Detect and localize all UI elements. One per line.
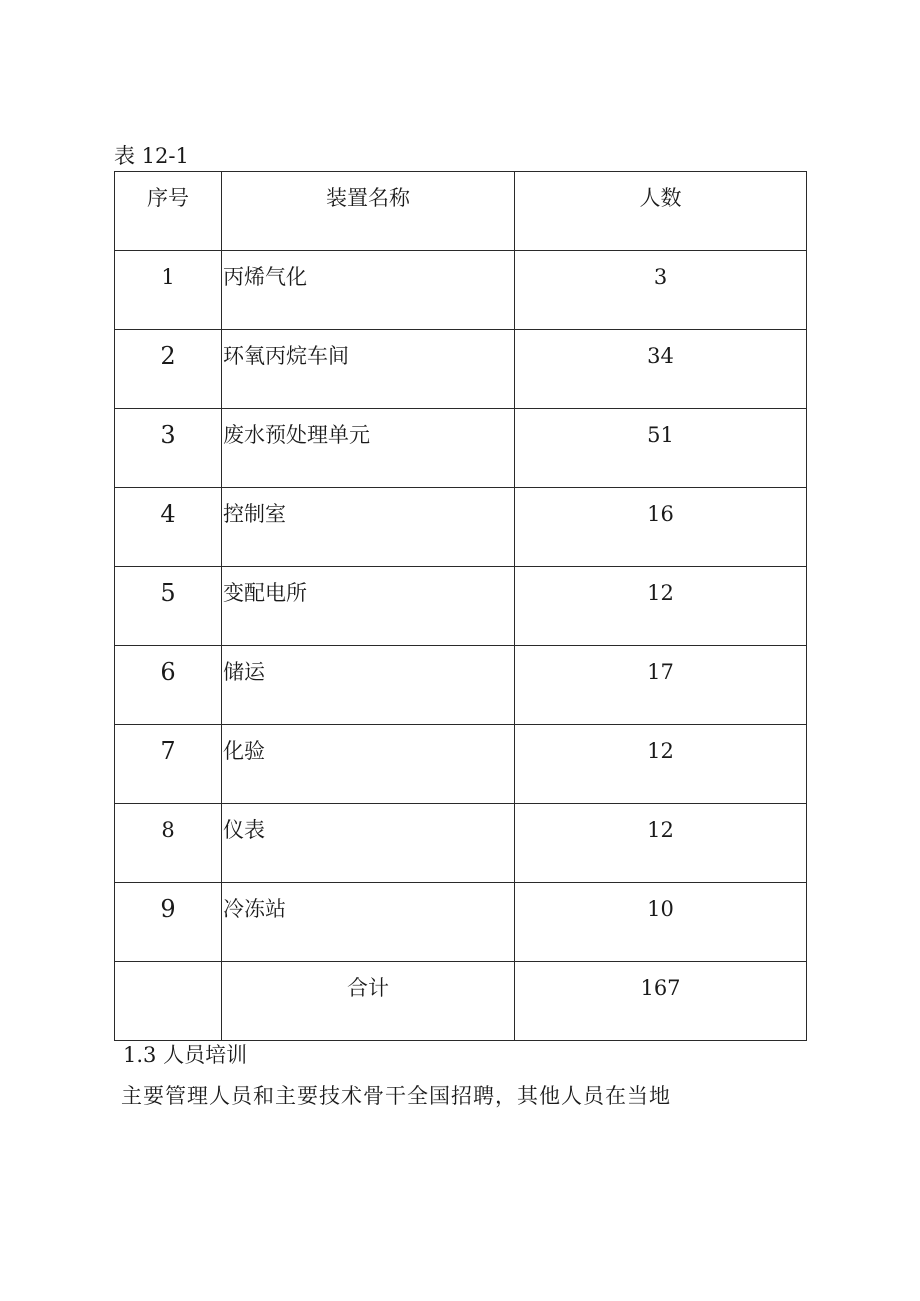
row-count-cell [515, 488, 807, 567]
row-no: 1 [161, 265, 175, 289]
row-name: 丙烯气化 [223, 265, 307, 289]
total-empty-cell [115, 962, 222, 1041]
header-name-label: 装置名称 [326, 186, 410, 210]
header-cell-name [222, 172, 515, 251]
header-no-label: 序号 [147, 186, 189, 210]
row-name-cell [222, 804, 515, 883]
table-row [115, 567, 807, 646]
row-count-cell [515, 883, 807, 962]
row-no-cell [115, 646, 222, 725]
row-no: 2 [160, 342, 176, 370]
row-name: 冷冻站 [223, 897, 286, 921]
row-no: 9 [160, 895, 176, 923]
row-name: 化验 [223, 739, 265, 763]
section-paragraph: 主要管理人员和主要技术骨干全国招聘，其他人员在当地 [121, 1084, 671, 1108]
row-no-cell [115, 567, 222, 646]
table-total-row [115, 962, 807, 1041]
row-count-cell [515, 409, 807, 488]
row-count: 10 [647, 897, 674, 921]
row-no-cell [115, 725, 222, 804]
row-name-cell [222, 251, 515, 330]
row-name: 废水预处理单元 [223, 423, 370, 447]
section-heading: 1.3 人员培训 [123, 1043, 248, 1067]
row-name: 变配电所 [223, 581, 307, 605]
row-no-cell [115, 883, 222, 962]
row-count: 34 [647, 344, 674, 368]
row-count: 16 [647, 502, 674, 526]
row-no-cell [115, 488, 222, 567]
header-cell-no [115, 172, 222, 251]
row-no: 5 [160, 579, 176, 607]
total-count-cell [515, 962, 807, 1041]
row-no-cell [115, 251, 222, 330]
row-count: 17 [647, 660, 674, 684]
row-count-cell [515, 251, 807, 330]
row-name: 控制室 [223, 502, 286, 526]
row-count: 12 [647, 739, 674, 763]
row-name-cell [222, 409, 515, 488]
row-count-cell [515, 725, 807, 804]
row-name-cell [222, 725, 515, 804]
table-caption: 表 12-1 [114, 144, 189, 168]
header-cell-count [515, 172, 807, 251]
row-count: 12 [647, 581, 674, 605]
row-no: 4 [160, 500, 176, 528]
table-row [115, 804, 807, 883]
table-body [115, 172, 807, 1041]
row-count-cell [515, 646, 807, 725]
row-name-cell [222, 646, 515, 725]
row-name-cell [222, 488, 515, 567]
row-no-cell [115, 330, 222, 409]
table-header-row [115, 172, 807, 251]
row-name: 仪表 [223, 818, 265, 842]
row-name: 环氧丙烷车间 [223, 344, 349, 368]
table-row [115, 883, 807, 962]
row-name-cell [222, 883, 515, 962]
table-row [115, 251, 807, 330]
total-count: 167 [640, 976, 681, 1000]
row-no-cell [115, 409, 222, 488]
row-count-cell [515, 567, 807, 646]
table-row [115, 725, 807, 804]
row-count: 3 [653, 265, 668, 289]
row-name-cell [222, 330, 515, 409]
row-count-cell [515, 330, 807, 409]
row-no: 3 [160, 421, 176, 449]
header-count-label: 人数 [639, 186, 682, 210]
row-count: 12 [647, 818, 674, 842]
row-no-cell [115, 804, 222, 883]
table-row [115, 646, 807, 725]
row-count-cell [515, 804, 807, 883]
table-row [115, 488, 807, 567]
total-label: 合计 [347, 976, 389, 1000]
staffing-table [114, 171, 807, 1041]
row-name-cell [222, 567, 515, 646]
row-count: 51 [647, 423, 674, 447]
table-row [115, 409, 807, 488]
row-name: 储运 [223, 660, 265, 684]
row-no: 7 [160, 737, 176, 765]
row-no: 6 [160, 658, 176, 686]
table-row [115, 330, 807, 409]
total-label-cell [222, 962, 515, 1041]
row-no: 8 [161, 818, 175, 842]
